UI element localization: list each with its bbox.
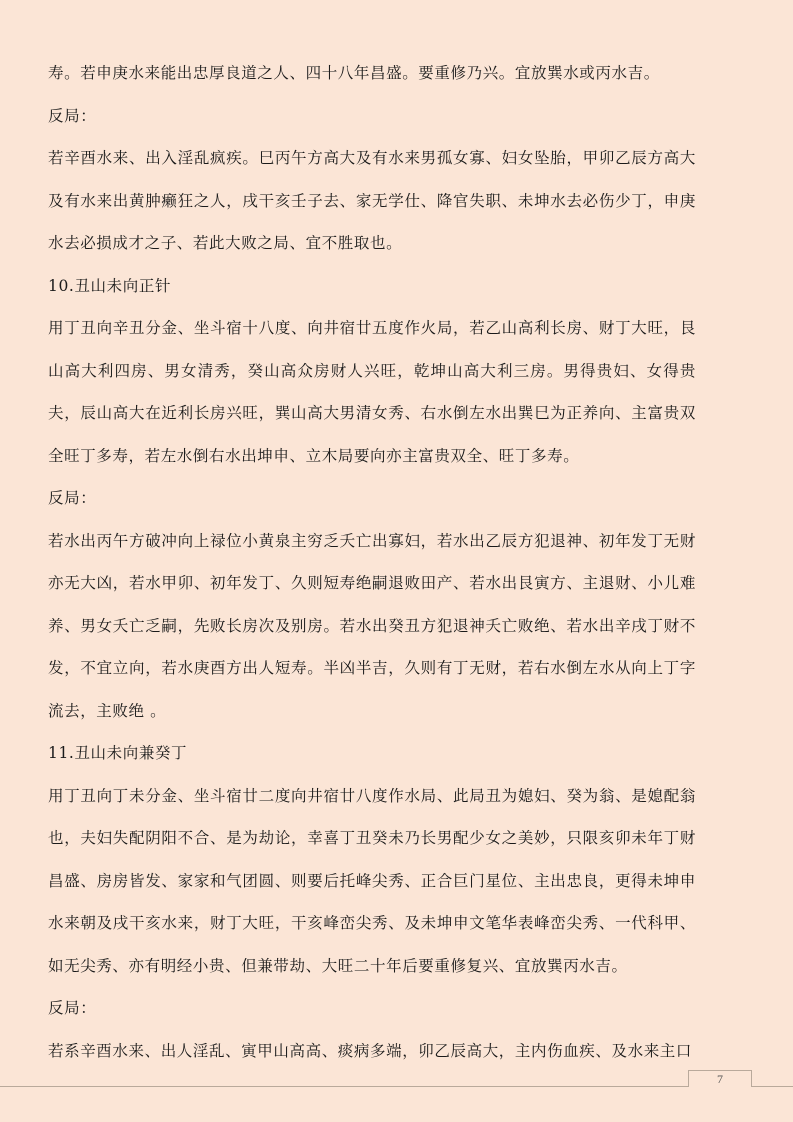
subheading-reverse: 反局： — [48, 999, 97, 1017]
paragraph: 若水出丙午方破冲向上禄位小黄泉主穷乏夭亡出寡妇，若水出乙辰方犯退神、初年发丁无财亦无大凶，若水甲卯、初年发丁、久则短寿绝嗣退败田产、若水出艮寅方、主退财、小儿难养、男女夭亡乏嗣，先败长房次及别房。若水出癸丑方犯退神夭亡败绝、若水出辛戌丁财不发，不宜立向，若水庚酉方出人短寿。半凶半吉，久则有丁无财，若右水倒左水从向上丁字流去，主败绝 。 — [48, 531, 696, 720]
section-heading: 11.丑山未向兼癸丁 — [48, 744, 188, 762]
paragraph: 寿。若申庚水来能出忠厚良道之人、四十八年昌盛。要重修乃兴。宜放巽水或丙水吉。 — [48, 64, 660, 82]
section-heading: 10.丑山未向正针 — [48, 276, 172, 295]
paragraph: 若辛酉水来、出入淫乱疯疾。巳丙午方高大及有水来男孤女寡、妇女坠胎，甲卯乙辰方高大及有水来出黄肿癞狂之人，戌干亥壬子去、家无学仕、降官失职、未坤水去必伤少丁，申庚水去必损成才之子、若此大败之局、宜不胜取也。 — [48, 149, 696, 252]
paragraph: 若系辛酉水来、出人淫乱、寅甲山高高、痰病多端，卯乙辰高大，主内伤血疾、及水来主口 — [48, 1041, 693, 1060]
subheading-reverse: 反局： — [48, 106, 97, 125]
paragraph: 用丁丑向辛丑分金、坐斗宿十八度、向井宿廿五度作火局，若乙山高利长房、财丁大旺，艮山高大利四房、男女清秀，癸山高众房财人兴旺，乾坤山高大利三房。男得贵妇、女得贵夫，辰山高大在近利长房兴旺，巽山高大男清女秀、右水倒左水出巽巳为正养向、主富贵双全旺丁多寿，若左水倒右水出坤申、立木局要向亦主富贵双全、旺丁多寿。 — [48, 319, 696, 465]
page-number: 7 — [688, 1070, 752, 1087]
subheading-reverse: 反局： — [48, 489, 97, 507]
page-body — [48, 52, 696, 1072]
footer-divider — [0, 1086, 793, 1087]
paragraph: 用丁丑向丁未分金、坐斗宿廿二度向井宿廿八度作水局、此局丑为媳妇、癸为翁、是媳配翁也，夫妇失配阴阳不合、是为劫论，幸喜丁丑癸未乃长男配少女之美妙，只限亥卯未年丁财昌盛、房房皆发、家家和气团圆、则要后托峰尖秀、正合巨门星位、主出忠良，更得未坤申水来朝及戌干亥水来，财丁大旺，干亥峰峦尖秀、及未坤申文笔华表峰峦尖秀、一代科甲、如无尖秀、亦有明经小贵、但兼带劫、大旺二十年后要重修复兴、宜放巽丙水吉。 — [48, 786, 696, 975]
